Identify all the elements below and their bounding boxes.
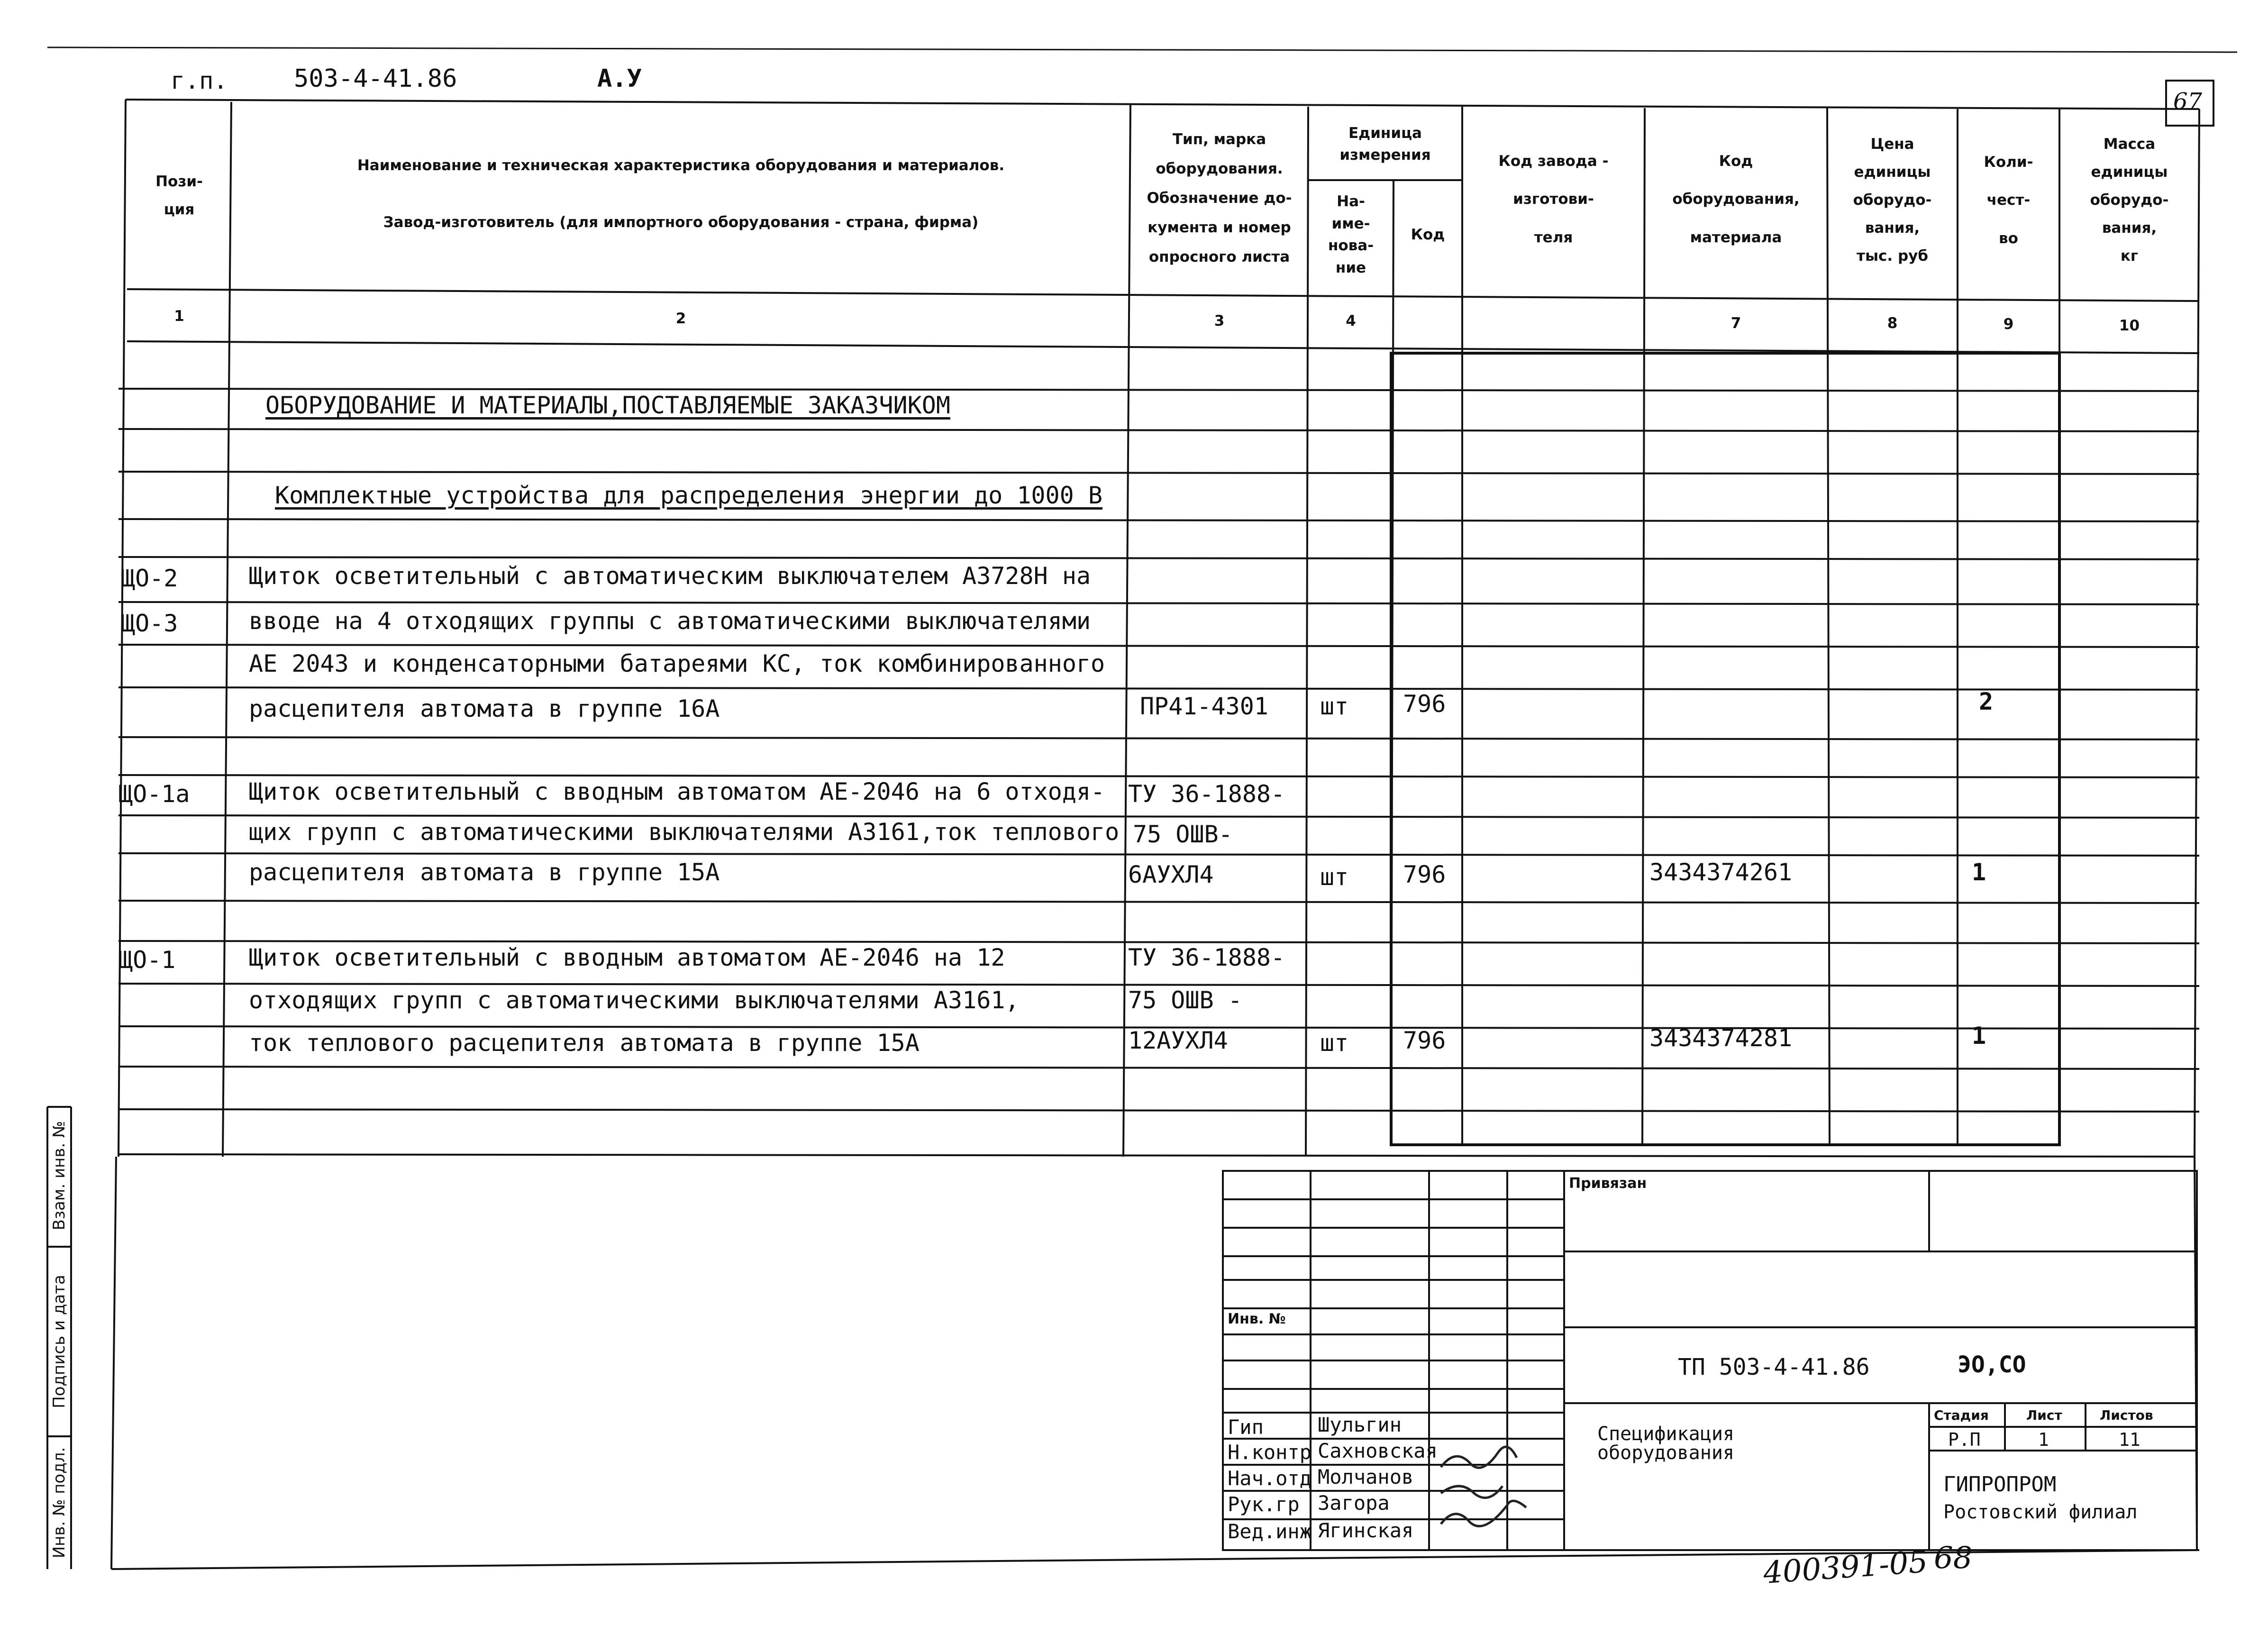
item-description-line: расцепителя автомата в группе 15А [249, 858, 720, 886]
item-unit: шт [1320, 1029, 1349, 1057]
doc-number: 503-4-41.86 [294, 64, 457, 93]
side-label-signature-date: Подпись и дата [50, 1275, 69, 1408]
stamp-person: Сахновская [1318, 1439, 1438, 1462]
gp-label: г.п. [171, 67, 228, 94]
stamp-code: ТП 503-4-41.86 [1678, 1354, 1870, 1380]
stamp-stadia-label: Стадия [1934, 1407, 1989, 1423]
side-label-original-inv: Инв. № подл. [50, 1447, 69, 1559]
item-position: ЩО-1а [118, 780, 190, 808]
item-position: ЩО-2 [121, 565, 178, 592]
side-label-replacement-inv: Взам. инв. № [50, 1121, 69, 1231]
stamp-list-label: Лист [2026, 1407, 2062, 1423]
stamp-role: Гип [1228, 1415, 1264, 1439]
col-number-3: 3 [1214, 312, 1225, 330]
stamp-listov-label: Листов [2100, 1407, 2153, 1423]
item-position: ЩО-3 [121, 610, 178, 637]
album-code: А.У [597, 64, 642, 93]
col-number-7: 7 [1731, 315, 1741, 332]
item-type: ПР41-4301 [1140, 693, 1268, 720]
col-number-10: 10 [2119, 317, 2140, 335]
stamp-privyazan: Привязан [1569, 1175, 1647, 1192]
item-type-line: 12АУХЛ4 [1128, 1027, 1228, 1054]
header-name-line2: Завод-изготовитель (для импортного оборудования - страна, фирма) [383, 214, 979, 231]
header-position: Пози- ция [155, 173, 203, 218]
header-mass: Масса единицы оборудо- вания, кг [2090, 136, 2169, 265]
item-quantity: 1 [1972, 858, 1986, 886]
header-factory-code: Код завода - изготови- теля [1498, 152, 1609, 246]
item-description-line: Щиток осветительный с вводным автоматом АЕ-2046 на 12 [249, 944, 1005, 971]
stamp-inv-no: Инв. № [1228, 1311, 1286, 1327]
header-unit-name: На- име- нова- ние [1328, 193, 1374, 276]
header-quantity: Коли- чест- во [1984, 153, 2033, 247]
stamp-person: Шульгин [1318, 1413, 1402, 1436]
stamp-org-line2: Ростовский филиал [1943, 1501, 2138, 1523]
stamp-mark: ЭО,СО [1958, 1351, 2026, 1378]
item-quantity: 1 [1972, 1022, 1986, 1050]
item-unit: шт [1320, 863, 1349, 891]
section-title: ОБОРУДОВАНИЕ И МАТЕРИАЛЫ,ПОСТАВЛЯЕМЫЕ ЗАКАЗЧИКОМ [265, 392, 950, 419]
stamp-person: Ягинская [1318, 1519, 1414, 1542]
subsection-title: Комплектные устройства для распределения энергии до 1000 В [275, 482, 1102, 509]
item-description-line: отходящих групп с автоматическими выключателями А3161, [249, 986, 1020, 1014]
item-position: ЩО-1 [118, 946, 176, 974]
item-unit-code: 796 [1403, 1027, 1446, 1054]
col-number-9: 9 [2003, 316, 2014, 333]
col-number-2: 2 [675, 310, 686, 328]
stamp-person: Молчанов [1318, 1465, 1414, 1488]
item-unit-code: 796 [1403, 861, 1446, 888]
stamp-role: Рук.гр [1228, 1493, 1300, 1516]
item-equipment-code: 3434374261 [1649, 858, 1793, 886]
stamp-role: Н.контр [1228, 1441, 1312, 1464]
stamp-title-line2: оборудования [1597, 1442, 1734, 1464]
stamp-listov-value: 11 [2119, 1429, 2140, 1450]
item-type-line: ТУ 36-1888- [1128, 944, 1285, 971]
col-number-8: 8 [1887, 315, 1898, 332]
item-description-line: Щиток осветительный с автоматическим выключателем А3728Н на [249, 562, 1091, 590]
stamp-list-value: 1 [2038, 1429, 2049, 1450]
stamp-role: Вед.инж [1228, 1520, 1312, 1543]
handwritten-page-number: 68 [1934, 1541, 1973, 1576]
header-equipment-code: Код оборудования, материала [1672, 152, 1800, 246]
stamp-stadia-value: Р.П [1948, 1429, 1981, 1450]
stamp-role: Нач.отд [1228, 1467, 1312, 1490]
header-unit-code: Код [1411, 226, 1445, 243]
item-description-line: ток теплового расцепителя автомата в группе 15А [249, 1029, 920, 1057]
item-description-line: Щиток осветительный с вводным автоматом АЕ-2046 на 6 отходя- [249, 778, 1105, 805]
handwritten-inventory-number: 400391-05 [1762, 1544, 1929, 1591]
col-number-1: 1 [174, 308, 184, 325]
header-price: Цена единицы оборудо- вания, тыс. руб [1853, 136, 1932, 265]
item-equipment-code: 3434374281 [1649, 1024, 1793, 1052]
item-unit: шт [1320, 693, 1349, 720]
item-description-line: щих групп с автоматическими выключателями А3161,ток теплового [249, 818, 1120, 846]
header-name-line1: Наименование и техническая характеристика оборудования и материалов. [357, 157, 1005, 174]
stamp-org-line1: ГИПРОПРОМ [1943, 1472, 2057, 1497]
item-description-line: вводе на 4 отходящих группы с автоматическими выключателями [249, 607, 1091, 635]
signature-marks [1441, 1447, 1526, 1526]
header-type: Тип, марка оборудования. Обозначение до- кумента и номер опросного листа [1147, 130, 1292, 265]
header-unit-group: Единица измерения [1339, 124, 1431, 164]
sheet-number: 67 [2173, 88, 2203, 115]
item-type-line: 75 ОШВ - [1128, 986, 1242, 1014]
item-type-line: 6АУХЛ4 [1128, 861, 1214, 888]
col-number-4: 4 [1346, 312, 1356, 330]
stamp-title-line1: Спецификация [1597, 1423, 1734, 1445]
item-description-line: АЕ 2043 и конденсаторными батареями КС, ток комбинированного [249, 650, 1105, 677]
stamp-person: Загора [1318, 1491, 1390, 1515]
item-description-line: расцепителя автомата в группе 16А [249, 695, 720, 722]
item-unit-code: 796 [1403, 690, 1446, 718]
item-type-line: ТУ 36-1888- [1128, 780, 1285, 808]
item-quantity: 2 [1979, 688, 1994, 715]
item-type-line: 75 ОШВ- [1133, 821, 1233, 848]
